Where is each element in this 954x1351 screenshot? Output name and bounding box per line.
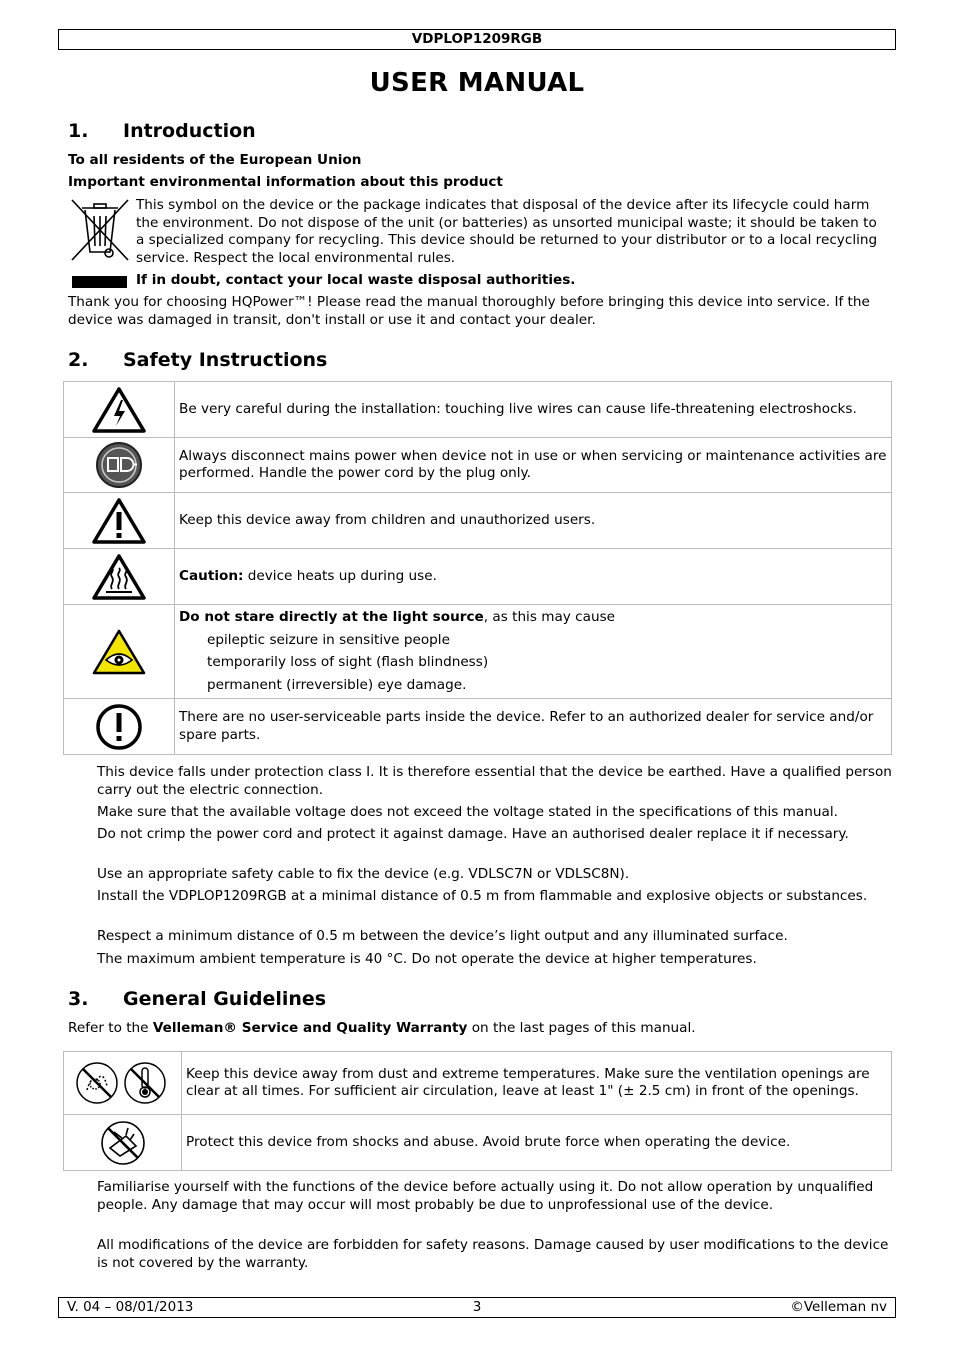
section-number: 1. xyxy=(68,120,89,142)
safety-table xyxy=(63,381,892,755)
page-number: 3 xyxy=(472,1299,482,1315)
safety-text xyxy=(175,605,892,699)
weee-text: This symbol on the device or the package indicates that disposal of the device after its lifecycle could harm the environment. Do not dispose of the unit (or batteries) as unsorted municipal waste; it should be taken to a specialized company for recycling. This device should be returned to your distributor or to a local recycling service. Respect the local environmental rules. xyxy=(136,197,878,266)
section-heading-introduction xyxy=(68,120,256,142)
disconnect-mains-icon xyxy=(64,438,175,493)
safety-paragraph: Make sure that the available voltage does not exceed the voltage stated in the specifications of this manual. xyxy=(97,804,838,820)
doubt-line: If in doubt, contact your local waste disposal authorities. xyxy=(136,272,576,288)
table-row xyxy=(64,699,892,755)
section-number: 3. xyxy=(68,988,89,1010)
list-item: epileptic seizure in sensitive people xyxy=(207,631,450,648)
stare-warning-label: Do not stare directly at the light source xyxy=(179,609,484,625)
caution-text: device heats up during use. xyxy=(243,567,437,584)
header-model: VDPLOP1209RGB xyxy=(58,29,896,50)
guidelines-table xyxy=(63,1051,892,1171)
weee-black-bar xyxy=(72,276,127,288)
table-row xyxy=(64,1052,892,1115)
warranty-pre: Refer to the xyxy=(68,1020,153,1036)
guideline-paragraph: Familiarise yourself with the functions of the device before actually using it. Do not allow operation by unqualified people. Any damage that may occur will most probably be due to unprofessional use of the device. xyxy=(97,1179,874,1213)
thank-you-text: Thank you for choosing HQPower™! Please read the manual thoroughly before bringing this device into service. If the device was damaged in transit, don't install or use it and contact your dealer. xyxy=(68,294,870,328)
table-row xyxy=(64,549,892,605)
footer xyxy=(58,1297,896,1318)
footer-version: V. 04 – 08/01/2013 xyxy=(67,1299,194,1315)
page-title: USER MANUAL xyxy=(369,68,585,98)
safety-text: Always disconnect mains power when device not in use or when servicing or maintenance activities are performed. Handle the power cord by the plug only. xyxy=(175,438,892,493)
safety-text xyxy=(175,549,892,605)
safety-paragraph: The maximum ambient temperature is 40 °C. Do not operate the device at higher temperatures. xyxy=(97,951,757,967)
warranty-name: Velleman® Service and Quality Warranty xyxy=(152,1020,468,1036)
section-number: 2. xyxy=(68,349,89,371)
table-row xyxy=(64,493,892,549)
safety-paragraph: Respect a minimum distance of 0.5 m between the device’s light output and any illuminated surface. xyxy=(97,928,788,944)
guideline-text: Keep this device away from dust and extreme temperatures. Make sure the ventilation openings are clear at all times. For sufficient air circulation, leave at least 1" (± 2.5 cm) in front of the openings. xyxy=(182,1052,892,1115)
section-title: General Guidelines xyxy=(123,988,327,1010)
safety-text: There are no user-serviceable parts inside the device. Refer to an authorized dealer for service and/or spare parts. xyxy=(175,699,892,755)
stare-warning-text: , as this may cause xyxy=(483,609,616,625)
environment-info-line: Important environmental information about this product xyxy=(68,174,503,190)
section-heading-safety xyxy=(68,349,327,371)
table-row xyxy=(64,382,892,438)
safety-paragraph: This device falls under protection class I. It is therefore essential that the device be earthed. Have a qualified person carry out the electric connection. xyxy=(97,764,892,798)
hot-surface-icon xyxy=(64,549,175,605)
safety-paragraph: Do not crimp the power cord and protect it against damage. Have an authorised dealer replace it if necessary. xyxy=(97,826,849,842)
weee-bin-icon xyxy=(68,196,132,264)
no-shocks-icon xyxy=(64,1115,182,1171)
guideline-paragraph: All modifications of the device are forbidden for safety reasons. Damage caused by user modifications to the device is not covered by the warranty. xyxy=(97,1237,889,1271)
warranty-reference xyxy=(68,1020,888,1038)
general-warning-icon xyxy=(64,493,175,549)
warranty-post: on the last pages of this manual. xyxy=(467,1020,696,1036)
safety-text: Keep this device away from children and unauthorized users. xyxy=(175,493,892,549)
attention-icon xyxy=(64,699,175,755)
eu-residents-line: To all residents of the European Union xyxy=(68,152,362,168)
electric-shock-warning-icon xyxy=(64,382,175,438)
section-heading-general xyxy=(68,988,326,1010)
caution-label: Caution: xyxy=(179,567,244,584)
section-title: Safety Instructions xyxy=(123,349,328,371)
safety-paragraph: Install the VDPLOP1209RGB at a minimal distance of 0.5 m from flammable and explosive objects or substances. xyxy=(97,888,868,904)
list-item: temporarily loss of sight (flash blindness) xyxy=(207,654,489,670)
table-row xyxy=(64,1115,892,1171)
eye-hazard-icon xyxy=(64,605,175,699)
footer-copyright: ©Velleman nv xyxy=(790,1299,887,1315)
safety-text: Be very careful during the installation: touching live wires can cause life-threatening electroshocks. xyxy=(175,382,892,438)
safety-paragraph: Use an appropriate safety cable to fix the device (e.g. VDLSC7N or VDLSC8N). xyxy=(97,866,630,882)
no-dust-no-temperature-icon xyxy=(64,1052,182,1115)
table-row xyxy=(64,605,892,699)
list-item: permanent (irreversible) eye damage. xyxy=(207,676,467,693)
guideline-text: Protect this device from shocks and abuse. Avoid brute force when operating the device. xyxy=(182,1115,892,1171)
section-title: Introduction xyxy=(123,120,256,142)
table-row xyxy=(64,438,892,493)
